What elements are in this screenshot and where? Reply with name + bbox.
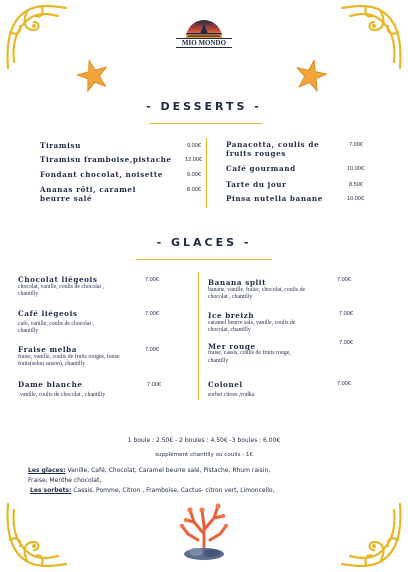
glaces-flavors [28, 467, 270, 474]
brand-logo [176, 12, 232, 48]
glace-desc: chocolat, chantilly [208, 327, 251, 333]
sunset-logo-icon [176, 12, 232, 40]
glace-name: Banana split [208, 278, 267, 287]
glace-price: 7.00€ [339, 311, 353, 317]
glaces-title: - GLACES - [156, 236, 252, 249]
starfish-icon [72, 54, 114, 96]
sorbets-flavors-list: Cassis, Pomme, Citron , Framboise, Cactus- citron vert, Limoncello, [71, 487, 275, 494]
desserts-divider [206, 138, 207, 208]
glace-name: Fraise melba [18, 345, 78, 354]
dessert-name: Fondant chocolat, noisette [40, 170, 163, 179]
dessert-price: 12.00€ [185, 157, 203, 163]
dessert-price: 8.50€ [349, 182, 363, 188]
brand-name: MIO MONDO [176, 38, 232, 48]
ornament-corner-icon [2, 500, 72, 570]
dessert-name: Panacotta, coulis de [226, 140, 320, 149]
glaces-divider [198, 272, 199, 400]
dessert-name-line2: beurre salé [40, 194, 93, 203]
dessert-price: 7.00€ [349, 142, 363, 148]
glace-desc: fraise, cassis, coulis de fruits rouge, [208, 350, 291, 356]
ornament-corner-icon [2, 2, 72, 72]
ornament-corner-icon [336, 500, 406, 570]
dessert-price: 9.00€ [187, 143, 201, 149]
dessert-price: 10.00€ [347, 166, 365, 172]
glaces-flavors-cont: Fraise, Menthe chocolat, [28, 477, 102, 484]
glace-name: Ice breizh [208, 311, 255, 320]
glace-desc: caramel beurre salé, vanille, coulis de [208, 320, 296, 326]
desserts-rule [150, 123, 262, 124]
coral-icon [176, 500, 232, 562]
glace-desc: vanille, coulis de chocolat , chantilly [20, 392, 106, 398]
dessert-price: 10.00€ [347, 196, 365, 202]
glace-price: 7.00€ [147, 382, 161, 388]
glace-desc: banane, vanille, fraise, chocolat, coulis de [208, 287, 306, 293]
glace-desc: fraits(selon saison), chantilly [18, 361, 86, 367]
glace-desc: chantilly [208, 358, 229, 364]
glace-price: 7.00€ [145, 277, 159, 283]
glace-name: Colonel [208, 380, 243, 389]
glace-name: Chocolat liégeois [18, 275, 98, 284]
glace-desc: fraise, vanille, coulis de fruits rouges, fraise [18, 354, 120, 360]
glace-price: 7.00€ [339, 340, 353, 346]
glace-name: Mer rouge [208, 342, 256, 351]
dessert-name: Tiramisu [40, 141, 81, 150]
starfish-icon [291, 55, 331, 95]
glace-desc: chocolat , chantilly [208, 294, 253, 300]
glace-name: Dame blanche [18, 380, 83, 389]
glace-price: 7.00€ [145, 311, 159, 317]
ornament-corner-icon [336, 2, 406, 72]
glace-desc: chocolat, vanille, coulis de chocolat , [18, 284, 104, 290]
glaces-flavors-list: Vanille, Café, Chocolat, Caramel beurre salé, Pistache, Rhum raisin, [65, 467, 271, 474]
glace-price: 7.00€ [145, 347, 159, 353]
desserts-title: - DESSERTS - [146, 100, 262, 113]
glace-name: Café liégeois [18, 309, 78, 318]
dessert-name: Tiramisu framboise,pistache [40, 155, 172, 164]
dessert-name-line2: fruits rouges [226, 149, 286, 158]
glace-desc: café, vanille, coulis de chocolat , [18, 321, 94, 327]
glace-desc: sorbet citron ,vodka [208, 392, 255, 398]
dessert-name: Café gourmand [226, 164, 296, 173]
supplement-note: supplément chantilly ou coulis : 1€ [155, 452, 253, 458]
glace-price: 7.00€ [337, 277, 351, 283]
glaces-rule [136, 259, 272, 260]
glace-desc: chantilly [18, 328, 39, 334]
dessert-price: 8.00€ [187, 187, 201, 193]
scoop-prices: 1 boule : 2.50€ - 2 boules : 4.50€ -3 boules : 6.00€ [127, 437, 281, 444]
dessert-price: 9.00€ [187, 172, 201, 178]
glaces-flavors-label: Les glaces: [28, 467, 66, 474]
glace-desc: chantilly [18, 291, 39, 297]
sorbets-flavors-label: Les sorbets: [30, 487, 72, 494]
dessert-name: Tarte du jour [226, 180, 287, 189]
dessert-name: Pinsa nutella banane [226, 194, 323, 203]
glace-price: 7.00€ [337, 381, 351, 387]
sorbets-flavors [30, 487, 275, 494]
dessert-name: Ananas rôti, caramel [40, 185, 136, 194]
